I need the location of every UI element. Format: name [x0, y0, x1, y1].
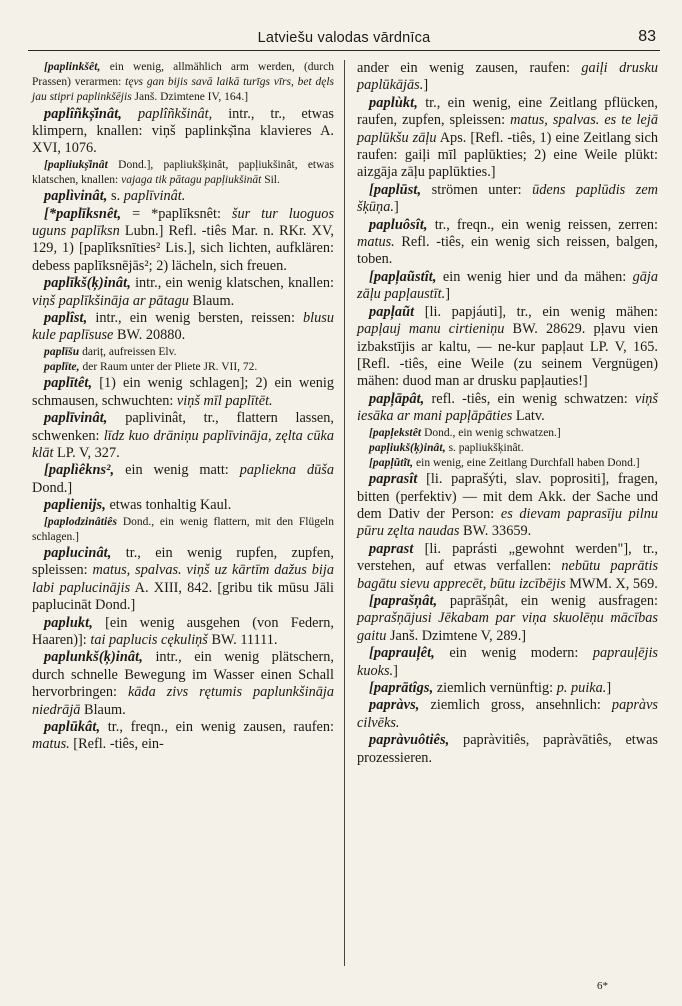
- entry-headword: [papļũtĩt,: [369, 456, 414, 469]
- left-column: [32, 60, 345, 966]
- entry-example: ūdens paplūdis zem šķūņa.: [357, 181, 658, 216]
- entry-text: ziemlich gross, ansehnlich:: [419, 697, 612, 714]
- entry-headword: paplīšu: [44, 345, 80, 358]
- entry-tail: intr., tr., etwas klimpern, knallen: viņš paplinkș̌ina klavieres A. XVI, 1076.: [32, 105, 334, 157]
- entry-tail: Sil.: [261, 174, 280, 187]
- entry-text: tr., freqn., ein wenig zausen, raufen:: [100, 719, 334, 736]
- entry-text: tr., ein wenig, eine Zeitlang pflücken, raufen, zupfen, spleissen:: [357, 94, 658, 129]
- page-number: 83: [638, 28, 656, 45]
- entry-example: tai paplucis cękuliņš: [90, 631, 208, 648]
- entry-tail: Aps. [Refl. -tiês, 1) eine Zeitlang sich raufen: gaiļi mīl paplūkties; 2) eine Weile plūkt: aizgāja zāļu paplūkties.]: [357, 129, 658, 181]
- entry-example: paplīvinât.: [123, 188, 186, 205]
- entry-example: matus.: [357, 234, 395, 251]
- dictionary-entry: [357, 391, 658, 426]
- dictionary-entry: [32, 375, 334, 410]
- dictionary-entry: [32, 410, 334, 462]
- entry-tail: Lubn.] Refl. -tiês Mar. n. RKr. XV, 129, 1) [paplīksnīties² Lis.], sich lichten, aufklären: debess paplīksnējās²; 2) lächeln, sich freuen.: [32, 223, 334, 274]
- entry-example: viņš paplīkšināja ar pātagu: [32, 292, 189, 309]
- entry-example: viņš mīl paplītēt.: [176, 392, 273, 409]
- entry-text: intr., ein wenig plätschern, durch schnelle Bewegung im Wasser einen Schall hervorbringen:: [32, 649, 334, 701]
- entry-text: paprāšņât, ein wenig ausfragen:: [437, 592, 658, 609]
- dictionary-entry: [357, 182, 658, 217]
- dictionary-entry: [357, 471, 658, 541]
- entry-text: ein wenig modern:: [434, 645, 593, 662]
- entry-text: tr., ein wenig rupfen, zupfen, spleissen:: [32, 544, 334, 579]
- entry-tail: Blaum.: [80, 701, 126, 718]
- entry-headword: [paprauļêt,: [369, 645, 435, 662]
- entry-example: paprašņājusi Jēkabam par viņa skuolēņu mācības gaitu: [357, 610, 658, 644]
- entry-headword: paplucinât,: [44, 544, 112, 561]
- entry-tail: MWM. X, 569.: [565, 575, 658, 592]
- entry-headword: [paprātîgs,: [369, 680, 434, 697]
- entry-tail: ]: [393, 199, 399, 216]
- entry-tail: Janš. Dzimtene V, 289.]: [386, 627, 527, 644]
- dictionary-entry: [357, 732, 658, 767]
- entry-tail: ]: [393, 662, 398, 679]
- entry-text: paplivinât, tr., flattern lassen, schwenken:: [32, 410, 334, 444]
- dictionary-entry: [32, 545, 334, 615]
- dictionary-entry: [357, 441, 658, 456]
- dictionary-entry: [32, 360, 334, 375]
- entry-tail: Refl. -tiês, ein wenig sich reissen, balgen, toben.: [357, 234, 658, 268]
- page-header: [28, 26, 660, 51]
- entry-text: s. papliukšķinât.: [445, 441, 524, 454]
- entry-text: ein wenig matt:: [114, 462, 240, 479]
- entry-example: es dievam paprasīju pilnu pūru zęlta naudas: [357, 505, 659, 540]
- entry-text: refl. -tiês, ein wenig schwatzen:: [424, 390, 635, 407]
- entry-headword: paplîst,: [44, 310, 88, 327]
- entry-example: papliekna dūša: [239, 462, 334, 479]
- text-columns: [32, 60, 658, 966]
- entry-tail: Latv.: [512, 408, 545, 425]
- dictionary-entry: [357, 697, 658, 732]
- entry-text: [li. paprašýti, slav. poprositi], fragen, bitten (perfektiv) — mit dem Akk. der Sache und dem Dativ der Person:: [357, 471, 658, 522]
- entry-text: [122, 106, 138, 122]
- entry-example: papļauj manu cirtieniņu: [357, 321, 505, 338]
- entry-headword: [papliukș̌inât: [44, 158, 108, 171]
- entry-headword: [paprašņât,: [369, 592, 438, 609]
- entry-headword: paplienijs,: [44, 497, 106, 514]
- entry-tail: ]: [445, 286, 450, 303]
- entry-example: paprauļējis kuoks.: [357, 645, 658, 679]
- dictionary-entry: [357, 304, 658, 391]
- entry-tail: BW. 33659.: [459, 523, 532, 540]
- entry-headword: paplīkš(ķ)inât,: [44, 275, 131, 292]
- entry-headword: [paplinkšêt,: [44, 61, 101, 73]
- dictionary-entry: [357, 680, 658, 697]
- entry-example: paplîñkšinât,: [137, 105, 213, 122]
- entry-text: Dond.], papliukšķinât, papļiukšinât, etwas klatschen, knallen:: [32, 158, 334, 187]
- entry-example: viņš iesāka ar mani papļāpāties: [357, 390, 658, 425]
- dictionary-entry: [32, 106, 334, 158]
- entry-example: papràvs cilvēks.: [357, 697, 658, 731]
- entry-headword: [paplodzinâtiês: [44, 515, 118, 528]
- printer-signature: 6*: [597, 980, 608, 992]
- entry-headword: [*paplīksnêt,: [44, 205, 122, 222]
- entry-tail: Blaum.: [188, 292, 235, 309]
- entry-headword: paprasît: [369, 471, 418, 488]
- entry-example: nebūtu paprātis bagātu sievu apprecēt, būtu izcībējis: [357, 558, 659, 592]
- entry-headword: [paplūst,: [369, 181, 422, 198]
- entry-example: gaiļi drusku paplūkājās.: [357, 60, 658, 94]
- dictionary-entry: [32, 649, 334, 719]
- entry-headword: [papļaũstît,: [369, 268, 437, 285]
- dictionary-entry: [357, 269, 658, 304]
- entry-headword: paplītêt,: [44, 375, 93, 392]
- entry-text: papràvitiês, papràvātiês, etwas prozessieren.: [357, 732, 658, 766]
- entry-headword: paplunkš(ķ)inât,: [44, 649, 143, 666]
- entry-headword: papluôsît,: [369, 216, 428, 233]
- entry-headword: paplūkât,: [44, 719, 101, 736]
- entry-headword: papļaũt: [369, 303, 415, 320]
- entry-headword: [papļekstêt: [369, 426, 422, 439]
- entry-headword: paplùkt,: [369, 94, 418, 111]
- entry-text: ein wenig, eine Zeitlang Durchfall haben Dond.]: [413, 456, 640, 469]
- entry-text: [li. paprásti „gewohnt werden"], tr., verstehen, auf etwas verfallen:: [357, 540, 658, 575]
- dictionary-entry: [32, 188, 334, 205]
- dictionary-entry: [32, 60, 334, 106]
- page-title: Latviešu valodas vārdnīca: [257, 30, 431, 46]
- entry-text: strömen unter:: [421, 181, 533, 198]
- dictionary-entry: [32, 497, 334, 514]
- dictionary-entry: [32, 275, 334, 310]
- entry-example: šur tur luoguos uguns paplīksn: [32, 205, 335, 240]
- entry-example: gāja zāļu papļaustīt.: [357, 268, 658, 303]
- entry-tail: BW. 20880.: [113, 327, 186, 344]
- dictionary-entry: [32, 615, 334, 650]
- entry-headword: paplukt,: [44, 614, 93, 631]
- entry-headword: paplîñkș̌inât,: [44, 105, 122, 122]
- entry-example: tęvs gan bijis savā laikā turīgs vīrs, bet dęls jau stipri paplinkšējis: [32, 76, 334, 104]
- entry-example: matus.: [32, 736, 70, 753]
- dictionary-entry: [357, 593, 658, 645]
- entry-headword: paplīvinât,: [44, 410, 108, 427]
- entry-tail: ]: [606, 680, 612, 697]
- dictionary-entry: [32, 719, 334, 754]
- entry-text: [1) ein wenig schlagen]; 2) ein wenig schmausen, schwuchten:: [32, 375, 334, 409]
- entry-text: intr., ein wenig bersten, reissen:: [87, 310, 304, 327]
- entry-headword: papļāpât,: [369, 390, 425, 407]
- entry-text: Dond., ein wenig flattern, mit den Flügeln schlagen.]: [32, 515, 334, 543]
- right-column: [345, 60, 658, 966]
- entry-example: vajaga tik pātagu papļiukšināt: [121, 174, 262, 187]
- entry-text: = *paplīksnêt:: [121, 205, 232, 222]
- dictionary-entry: [357, 541, 658, 593]
- entry-tail: Janš. Dzimtene IV, 164.]: [131, 91, 249, 104]
- entry-headword: [paplìêkns²,: [44, 462, 115, 479]
- entry-tail: ]: [423, 77, 429, 94]
- dictionary-entry: [32, 158, 334, 188]
- entry-headword: paplìvinât,: [44, 188, 108, 205]
- dictionary-entry: [357, 426, 658, 441]
- entry-text: Dond., ein wenig schwatzen.]: [421, 426, 561, 439]
- dictionary-entry: [32, 462, 334, 497]
- entry-text: dariț, aufreissen Elv.: [79, 345, 177, 358]
- dictionary-entry: [357, 645, 658, 680]
- entry-text: etwas tonhaltig Kaul.: [105, 497, 232, 514]
- dictionary-entry: [357, 60, 658, 95]
- entry-tail: LP. V, 327.: [53, 444, 120, 461]
- dictionary-entry: [32, 345, 334, 360]
- entry-headword: papràvuôtiês,: [369, 732, 450, 749]
- dictionary-entry: [357, 95, 658, 182]
- entry-tail: BW. 11111.: [207, 631, 278, 648]
- entry-text: ein wenig, allmählich arm werden, (durch Prassen) verarmen:: [32, 61, 334, 89]
- entry-text: s.: [107, 188, 124, 205]
- entry-example: matus, spalvas. es te lejā paplūkšu zāļu: [357, 112, 658, 146]
- entry-text: ziemlich vernünftig:: [433, 680, 557, 697]
- entry-headword: paprast: [369, 540, 414, 557]
- dictionary-entry: [357, 456, 658, 471]
- entry-text: ander ein wenig zausen, raufen:: [357, 60, 582, 76]
- entry-text: der Raum unter der Pliete JR. VII, 72.: [79, 361, 258, 374]
- entry-headword: papļiukš(ķ)inât,: [369, 441, 446, 454]
- entry-example: matus, spalvas. viņš uz kārtīm dažus bija labi paplucinājis: [32, 562, 334, 596]
- entry-text: tr., freqn., ein wenig reissen, zerren:: [427, 216, 658, 233]
- entry-tail: A. XIII, 842. [gribu tik mūsu Jāli paplucināt Dond.]: [32, 579, 334, 614]
- dictionary-entry: [32, 310, 334, 345]
- entry-headword: papràvs,: [369, 697, 420, 714]
- entry-tail: [Refl. -tiês, ein-: [69, 736, 164, 753]
- dictionary-entry: [32, 206, 334, 276]
- entry-text: [ein wenig ausgehen (von Federn, Haaren)]:: [32, 614, 334, 648]
- dictionary-entry: [32, 515, 334, 545]
- entry-example: līdz kuo drāniņu paplīvināja, zęlta cūka klāt: [32, 427, 334, 461]
- entry-tail: BW. 28629. pļavu vien izbakstījis ar kaltu, — ne-kur papļaut LP. V, 165. [Refl. -tiês, eine Weile (zu seinem Vergnügen) mähen: duod man ar drusku papļauties!]: [357, 321, 658, 390]
- entry-example: kāda zivs rętumis paplunkšināja niedrājā: [32, 684, 334, 718]
- entry-headword: paplīte,: [44, 361, 80, 374]
- entry-example: blusu kule paplīsuse: [32, 310, 334, 344]
- entry-text: [li. papjáuti], tr., ein wenig mähen:: [414, 303, 658, 320]
- dictionary-entry: [357, 217, 658, 269]
- entry-text: ein wenig hier und da mähen:: [436, 268, 633, 285]
- entry-text: intr., ein wenig klatschen, knallen:: [130, 275, 334, 292]
- entry-tail: Dond.]: [32, 479, 73, 496]
- entry-example: p. puika.: [556, 680, 607, 697]
